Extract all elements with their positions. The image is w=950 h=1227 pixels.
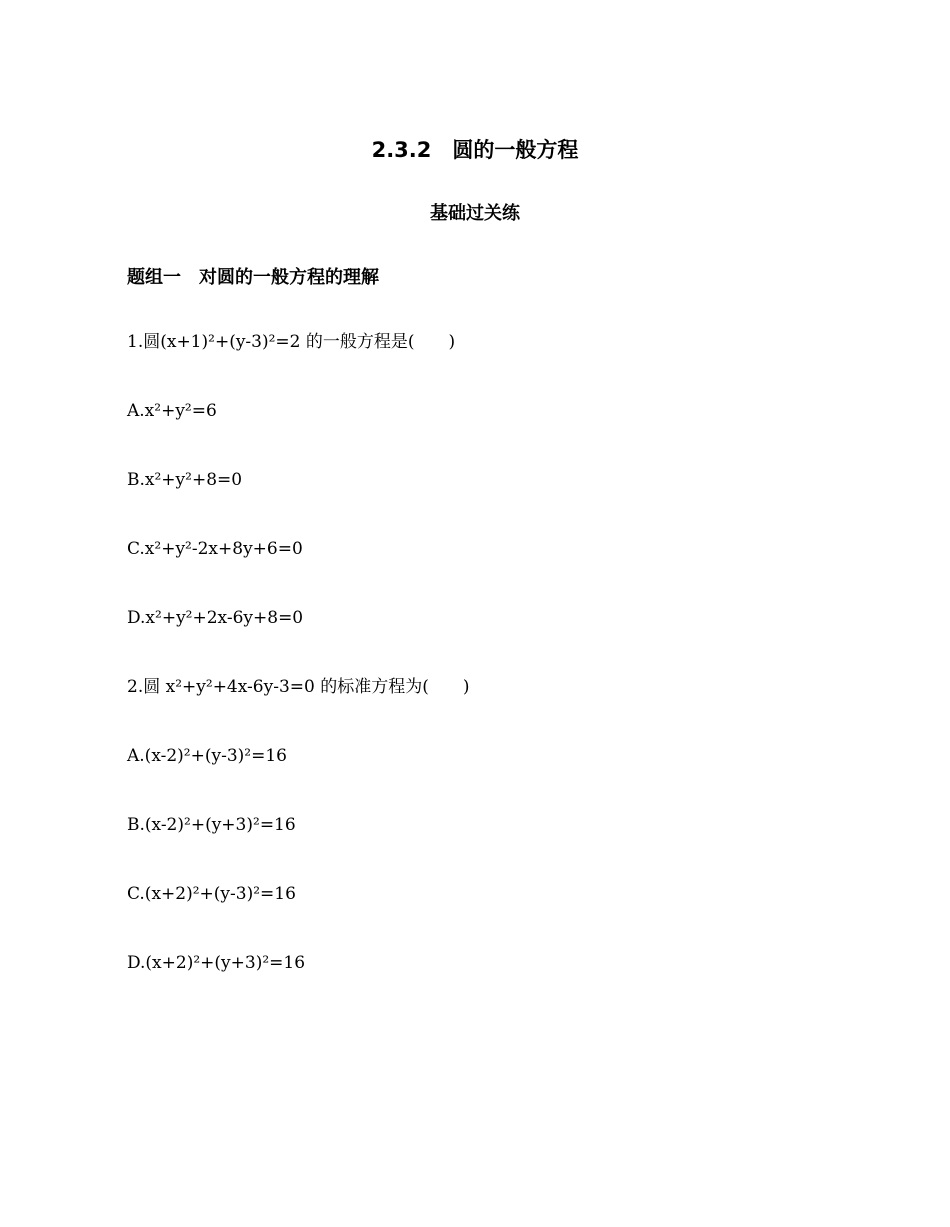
question-1-stem: 1.圆(x+1)²+(y-3)²=2 的一般方程是( ) bbox=[127, 332, 456, 352]
question-1-option-d: D.x²+y²+2x-6y+8=0 bbox=[127, 608, 304, 628]
question-2-option-c: C.(x+2)²+(y-3)²=16 bbox=[127, 884, 296, 904]
question-1-option-a: A.x²+y²=6 bbox=[127, 401, 217, 421]
question-1-option-c: C.x²+y²-2x+8y+6=0 bbox=[127, 539, 303, 559]
question-2-stem: 2.圆 x²+y²+4x-6y-3=0 的标准方程为( ) bbox=[127, 677, 470, 697]
group-heading: 题组一 对圆的一般方程的理解 bbox=[127, 267, 379, 288]
page-title: 2.3.2 圆的一般方程 bbox=[371, 138, 579, 162]
question-2-option-a: A.(x-2)²+(y-3)²=16 bbox=[127, 746, 287, 766]
question-2-option-b: B.(x-2)²+(y+3)²=16 bbox=[127, 815, 296, 835]
question-2-option-d: D.(x+2)²+(y+3)²=16 bbox=[127, 953, 306, 973]
section-subtitle: 基础过关练 bbox=[430, 203, 520, 224]
question-1-option-b: B.x²+y²+8=0 bbox=[127, 470, 243, 490]
